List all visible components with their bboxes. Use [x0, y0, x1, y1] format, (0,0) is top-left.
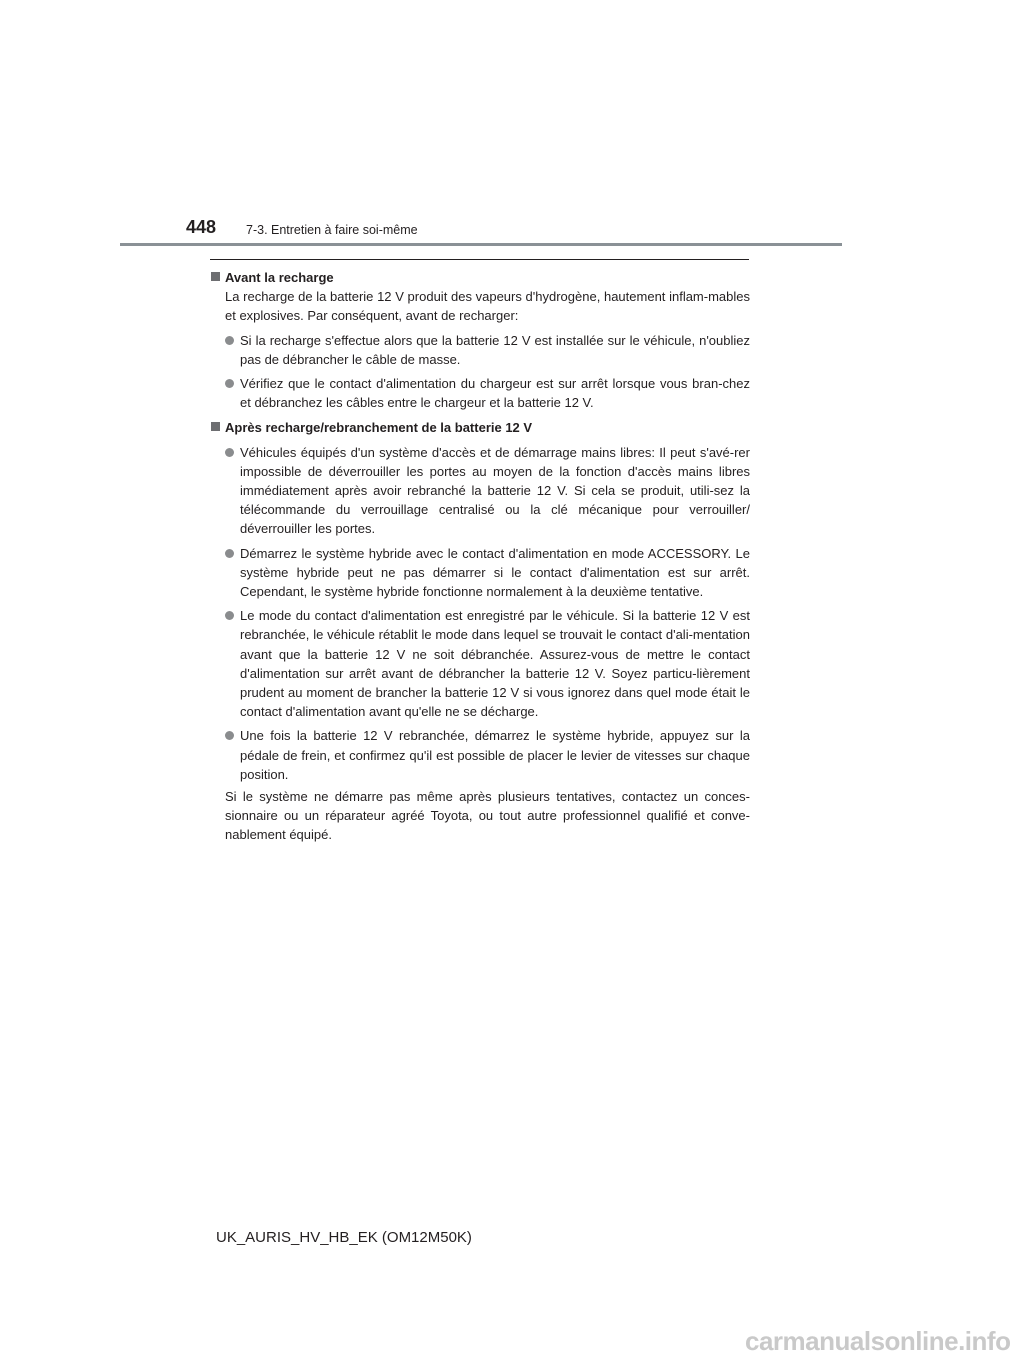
- section-heading-text: Avant la recharge: [225, 270, 334, 285]
- header-divider: [120, 243, 842, 246]
- round-bullet-icon: [225, 336, 234, 345]
- square-bullet-icon: [211, 272, 220, 281]
- list-item-text: Véhicules équipés d'un système d'accès et de démarrage mains libres: Il peut s'avé-rer impossible de déverrouiller les portes au moyen de la fonction d'accès mains libres immédiatement après avoir rebranché la batterie 12 V. Si cela se produit, utili-sez la télécommande du verrouillage centralisé ou la clé mécanique pour verrouiller/ déverrouiller les portes.: [240, 444, 750, 537]
- list-item-text: Vérifiez que le contact d'alimentation du chargeur est sur arrêt lorsque vous bran-chez et débranchez les câbles entre le chargeur et la batterie 12 V.: [240, 376, 750, 411]
- watermark: carmanualsonline.info: [745, 1326, 1010, 1356]
- list-item-text: Démarrez le système hybride avec le contact d'alimentation en mode ACCESSORY. Le système hybride peut ne pas démarrer si le contact d'alimentation est sur arrêt. Cependant, le système hybride fonctionne normalement à la deuxième tentative.: [240, 545, 750, 600]
- section-heading-text: Après recharge/rebranchement de la batterie 12 V: [225, 420, 533, 436]
- list-item-text: Si la recharge s'effectue alors que la batterie 12 V est installée sur le véhicule, n'oubliez pas de débrancher le câble de masse.: [240, 332, 750, 367]
- section-heading: [210, 418, 750, 437]
- paragraph: Si le système ne démarre pas même après plusieurs tentatives, contactez un conces-sionnaire ou un réparateur agréé Toyota, ou tout autre professionnel qualifié et conve-nablement équipé.: [225, 789, 750, 843]
- section-heading: [210, 268, 750, 287]
- list-item: [225, 443, 750, 539]
- list-item: [225, 331, 750, 369]
- list-item-text: Une fois la batterie 12 V rebranchée, démarrez le système hybride, appuyez sur la pédale de frein, et confirmez qu'il est possible de placer le levier de vitesses sur chaque position.: [240, 728, 750, 782]
- square-bullet-icon: [211, 422, 220, 431]
- list-item-text: Le mode du contact d'alimentation est enregistré par le véhicule. Si la batterie 12 V est rebranchée, le véhicule rétablit le mode dans lequel se trouvait le contact d'ali-mentation avant que la batterie 12 V ne soit débranchée. Assurez-vous de mettre le contact d'alimentation sur arrêt avant de débrancher la batterie 12 V. Soyez particu-lièrement prudent au moment de brancher la batterie 12 V si vous ignorez dans quel mode était le contact d'alimentation avant qu'elle ne se décharge.: [240, 608, 750, 720]
- round-bullet-icon: [225, 731, 234, 740]
- paragraph: La recharge de la batterie 12 V produit des vapeurs d'hydrogène, hautement inflam-mables et explosives. Par conséquent, avant de recharger:: [225, 289, 750, 324]
- list-item: [225, 726, 750, 784]
- list-item: [225, 606, 750, 721]
- round-bullet-icon: [225, 448, 234, 457]
- list-item: [225, 374, 750, 412]
- list-item: [225, 544, 750, 602]
- content-divider: [210, 259, 749, 260]
- round-bullet-icon: [225, 549, 234, 558]
- section-title: 7-3. Entretien à faire soi-même: [246, 223, 418, 237]
- round-bullet-icon: [225, 379, 234, 388]
- round-bullet-icon: [225, 611, 234, 620]
- footer-model-code: UK_AURIS_HV_HB_EK (OM12M50K): [216, 1229, 472, 1246]
- page-content: [210, 266, 750, 845]
- page-number: 448: [186, 217, 217, 237]
